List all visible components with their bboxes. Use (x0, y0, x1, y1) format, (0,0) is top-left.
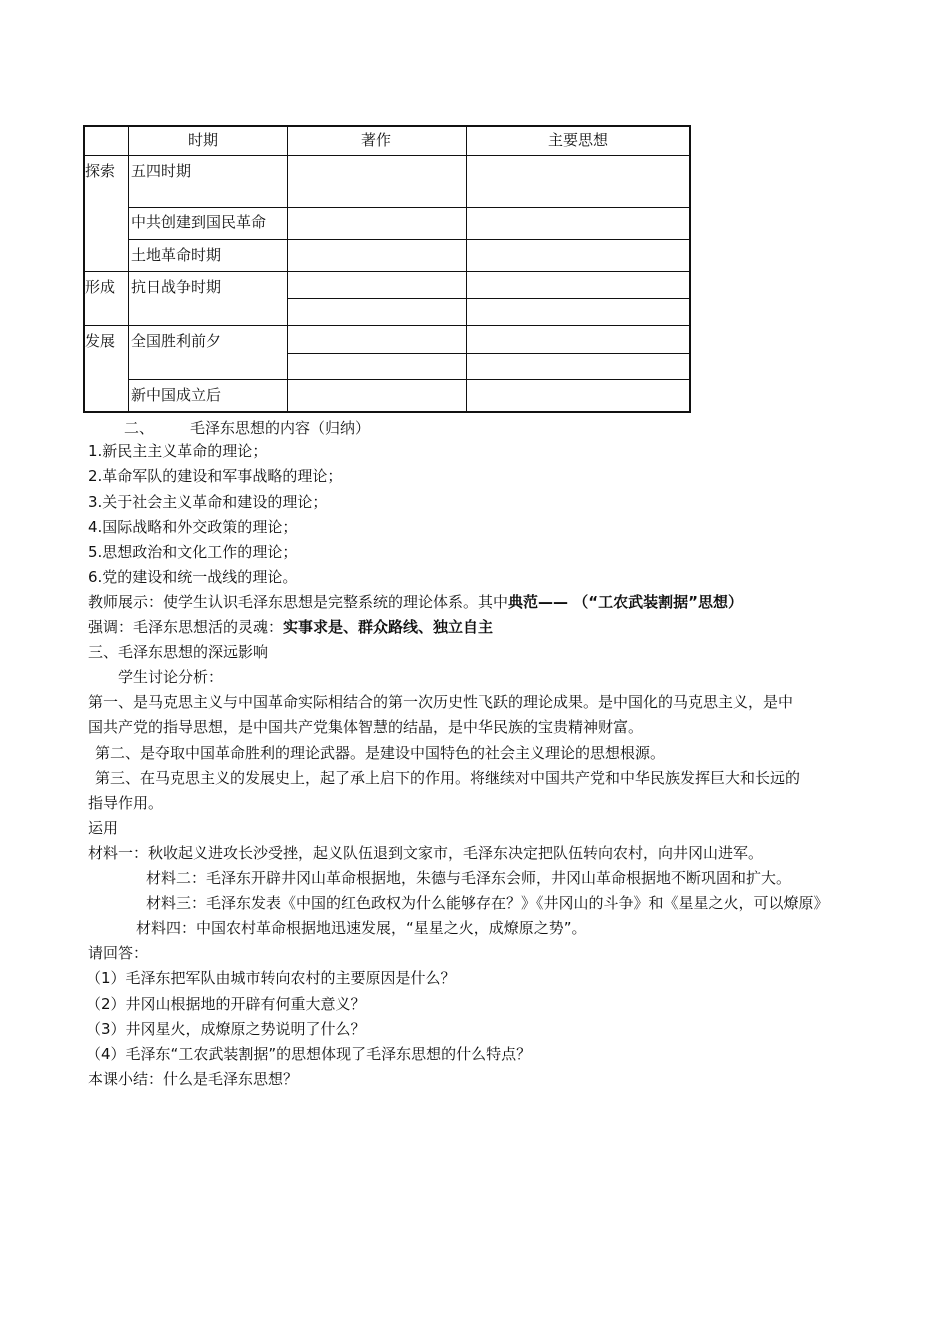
period-after-prc: 新中国成立后 (131, 386, 222, 404)
table-border-bottom (83, 411, 691, 413)
student-discussion-label: 学生讨论分析： (118, 668, 224, 686)
table-row-line (83, 325, 691, 326)
teacher-display-text: 教师展示：使学生认识毛泽东思想是完整系统的理论体系。其中 (88, 593, 509, 611)
emphasis-text: 强调：毛泽东思想活的灵魂： (88, 618, 284, 636)
lesson-summary: 本课小结：什么是毛泽东思想？ (88, 1070, 299, 1088)
table-col-line (466, 125, 467, 413)
teacher-display (88, 592, 743, 612)
teacher-display-bold: 典范—— （“工农武装割据”思想） (508, 593, 743, 611)
question-4: （4）毛泽东“工农武装割据”的思想体现了毛泽东思想的什么特点？ (86, 1045, 532, 1063)
influence-first-line1: 第一、是马克思主义与中国革命实际相结合的第一次历史性飞跃的理论成果。是中国化的马克思主义，是中 (88, 693, 794, 711)
header-period: 时期 (188, 131, 219, 149)
table-subrow-line (287, 353, 691, 354)
table-row-line (83, 155, 691, 156)
stage-develop: 发展 (85, 332, 116, 350)
table-border-top (83, 125, 691, 127)
emphasis-line (88, 617, 493, 637)
influence-first-line2: 国共产党的指导思想，是中国共产党集体智慧的结晶，是中华民族的宝贵精神财富。 (88, 718, 644, 736)
header-works: 著作 (361, 131, 392, 149)
material-four: 材料四：中国农村革命根据地迅速发展，“星星之火，成燎原之势”。 (136, 919, 587, 937)
influence-third-line1: 第三、在马克思主义的发展史上，起了承上启下的作用。将继续对中国共产党和中华民族发挥巨大和长远的 (95, 769, 801, 787)
table-border-right (689, 125, 691, 413)
content-item: 2.革命军队的建设和军事战略的理论； (88, 467, 343, 485)
question-3: （3）井冈星火，成燎原之势说明了什么？ (86, 1020, 366, 1038)
period-party-founding: 中共创建到国民革命 (131, 213, 267, 231)
table-col-line (128, 125, 129, 413)
emphasis-bold: 实事求是、群众路线、独立自主 (283, 618, 494, 636)
please-answer: 请回答： (88, 944, 149, 962)
material-one: 材料一：秋收起义进攻长沙受挫，起义队伍退到文家市，毛泽东决定把队伍转向农村，向井冈山进军。 (88, 844, 764, 862)
section2-heading-number: 二、 (124, 419, 155, 437)
period-anti-japanese: 抗日战争时期 (131, 278, 222, 296)
content-item: 4.国际战略和外交政策的理论； (88, 518, 298, 536)
table-row-line (128, 207, 691, 208)
stage-form: 形成 (85, 278, 116, 296)
material-three: 材料三：毛泽东发表《中国的红色政权为什么能够存在？》《井冈山的斗争》和《星星之火，可以燎原》 (146, 894, 829, 912)
table-col-line (287, 125, 288, 413)
application-heading: 运用 (88, 819, 119, 837)
content-item: 5.思想政治和文化工作的理论； (88, 543, 298, 561)
content-item: 6.党的建设和统一战线的理论。 (88, 568, 298, 586)
table-row-line (83, 271, 691, 272)
question-1: （1）毛泽东把军队由城市转向农村的主要原因是什么？ (86, 969, 456, 987)
table-subrow-line (287, 298, 691, 299)
period-land-revolution: 土地革命时期 (131, 246, 222, 264)
thought-development-table (83, 125, 691, 413)
influence-second: 第二、是夺取中国革命胜利的理论武器。是建设中国特色的社会主义理论的思想根源。 (95, 744, 666, 762)
table-row-line (128, 379, 691, 380)
table-row-line (128, 239, 691, 240)
period-may-fourth: 五四时期 (131, 162, 192, 180)
header-main-ideas: 主要思想 (548, 131, 609, 149)
section2-heading: 毛泽东思想的内容（归纳） (190, 419, 371, 437)
influence-third-line2: 指导作用。 (88, 794, 164, 812)
section3-heading: 三、毛泽东思想的深远影响 (88, 643, 269, 661)
content-item: 3.关于社会主义革命和建设的理论； (88, 493, 328, 511)
material-two: 材料二：毛泽东开辟井冈山革命根据地，朱德与毛泽东会师，井冈山革命根据地不断巩固和扩大。 (146, 869, 792, 887)
question-2: （2）井冈山根据地的开辟有何重大意义？ (86, 995, 366, 1013)
content-item: 1.新民主主义革命的理论； (88, 442, 268, 460)
stage-explore: 探索 (85, 162, 116, 180)
period-eve-of-victory: 全国胜利前夕 (131, 332, 222, 350)
